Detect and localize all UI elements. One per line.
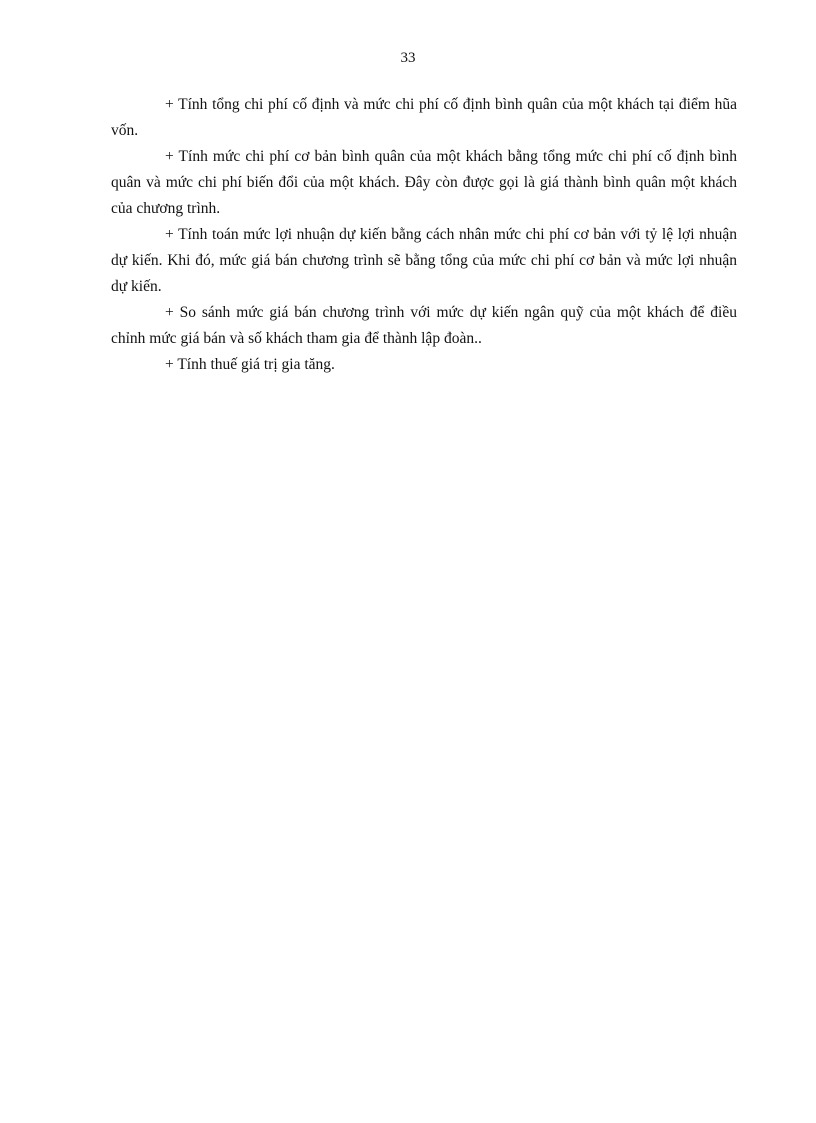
paragraph-vat: + Tính thuế giá trị gia tăng. — [165, 356, 335, 373]
paragraph-base-cost: + Tính mức chi phí cơ bản bình quân của một khách bằng tổng mức chi phí cố định bình quân và mức chi phí biến đổi của một khách. Đây còn được gọi là giá thành bình quân một khách của chương trình. — [111, 148, 737, 217]
paragraph-fixed-cost: + Tính tổng chi phí cố định và mức chi phí cố định bình quân của một khách tại điểm hũa vốn. — [111, 96, 737, 139]
paragraph-profit: + Tính toán mức lợi nhuận dự kiến bằng cách nhân mức chi phí cơ bản với tỷ lệ lợi nhuận dự kiến. Khi đó, mức giá bán chương trình sẽ bằng tổng của mức chi phí cơ bản và mức lợi nhuận dự kiến. — [111, 226, 737, 295]
body-text — [111, 92, 737, 378]
paragraph-compare-budget: + So sánh mức giá bán chương trình với mức dự kiến ngân quỹ của một khách để điều chỉnh mức giá bán và số khách tham gia để thành lập đoàn.. — [111, 304, 737, 347]
page-number: 33 — [400, 50, 416, 66]
